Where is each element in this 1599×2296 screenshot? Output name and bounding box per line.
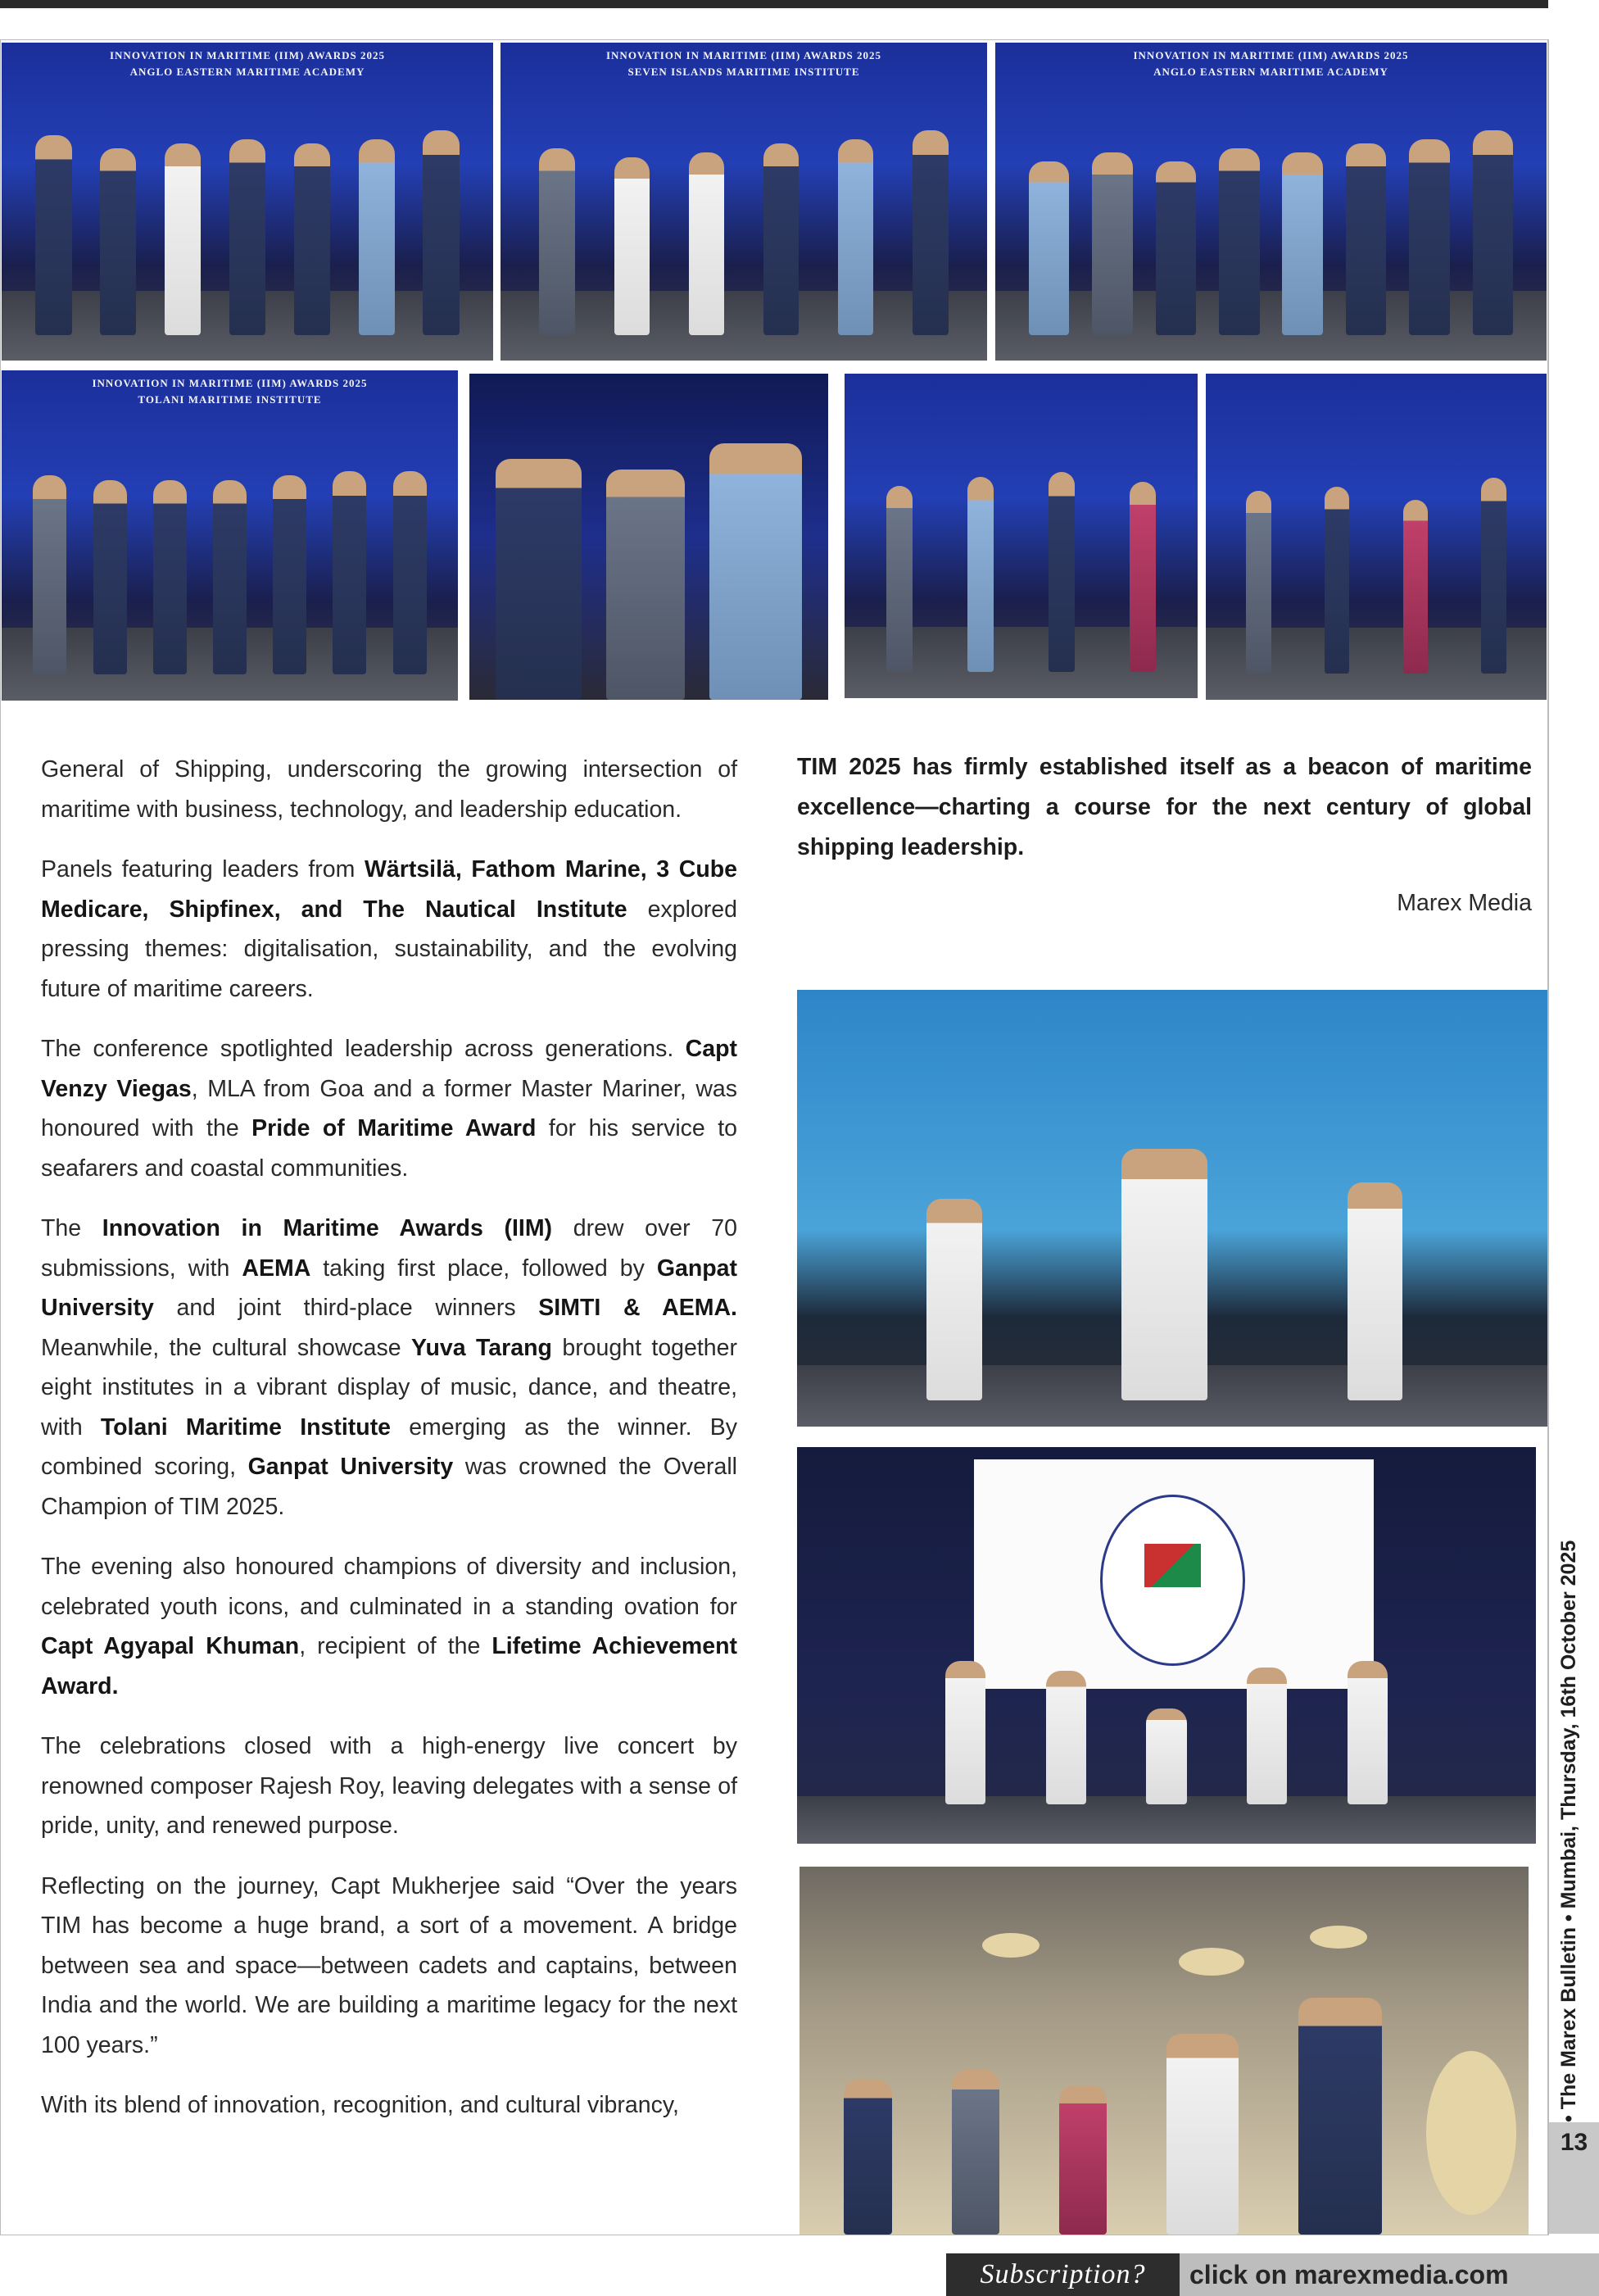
- award-photo-lady-guest: [845, 374, 1198, 698]
- subscription-label: Subscription?: [946, 2253, 1180, 2296]
- award-photo-trophy-presentation: [469, 374, 828, 700]
- photo-banner-title: INNOVATION IN MARITIME (IIM) AWARDS 2025: [109, 49, 386, 61]
- audience-photo: [800, 1867, 1529, 2235]
- article-paragraph: General of Shipping, underscoring the growing intersection of maritime with business, technology, and leadership education.: [41, 756, 737, 823]
- top-rule: [0, 0, 1548, 8]
- article-paragraph: The conference spotlighted leadership across generations. Capt Venzy Viegas, MLA from Goa and a former Master Mariner, was honoured with the Pride of Maritime Award for his service to seafarers and coastal communities.: [41, 1036, 738, 1182]
- article-paragraph: The evening also honoured champions of diversity and inclusion, celebrated youth icons, and culminated in a standing ovation for Capt Agyapal Khuman, recipient of the Lifetime Achievement Award.: [41, 1554, 738, 1699]
- live-concert-photo: [797, 1447, 1536, 1844]
- award-photo-anglo-eastern-1: [2, 43, 493, 361]
- photo-banner-title: INNOVATION IN MARITIME (IIM) AWARDS 2025: [605, 49, 882, 61]
- byline: Marex Media: [1397, 890, 1532, 916]
- award-photo-group-pink-saree: [1206, 374, 1547, 700]
- subscription-link[interactable]: click on marexmedia.com: [1180, 2253, 1599, 2296]
- photo-banner-subtitle: TOLANI MARITIME INSTITUTE: [138, 393, 322, 406]
- photo-banner-title: INNOVATION IN MARITIME (IIM) AWARDS 2025: [92, 377, 368, 389]
- article-paragraph: The celebrations closed with a high-energy live concert by renowned composer Rajesh Roy, leaving delegates with a sense of pride, unity, and renewed purpose.: [41, 1733, 737, 1839]
- photo-banner-subtitle: ANGLO EASTERN MARITIME ACADEMY: [1153, 66, 1388, 78]
- article-paragraph: Panels featuring leaders from Wärtsilä, Fathom Marine, 3 Cube Medicare, Shipfinex, and The Nautical Institute explored pressing themes: digitalisation, sustainability, and the evolving future of maritime careers.: [41, 856, 738, 1002]
- page-number-box: [1549, 2122, 1599, 2234]
- article-body: [41, 750, 737, 2146]
- institute-logo-icon: [1100, 1495, 1245, 1666]
- article-paragraph: The Innovation in Maritime Awards (IIM) drew over 70 submissions, with AEMA taking first place, followed by Ganpat University and joint third-place winners SIMTI & AEMA. Meanwhile, the cultural showcase Yuva Tarang brought together eight institutes in a vibrant display of music, dance, and theatre, with Tolani Maritime Institute emerging as the winner. By combined scoring, Ganpat University was crowned the Overall Champion of TIM 2025.: [41, 1215, 737, 1520]
- closing-statement: TIM 2025 has firmly established itself as a beacon of maritime excellence—charting a course for the next century of global shipping leadership.: [797, 754, 1532, 860]
- award-photo-anglo-eastern-2: [995, 43, 1547, 361]
- page-frame-left: [0, 39, 1, 2235]
- award-photo-seven-islands: [501, 43, 987, 361]
- photo-banner-subtitle: ANGLO EASTERN MARITIME ACADEMY: [129, 66, 365, 78]
- photo-banner-subtitle: SEVEN ISLANDS MARITIME INSTITUTE: [627, 66, 860, 78]
- photo-banner-title: INNOVATION IN MARITIME (IIM) AWARDS 2025: [1133, 49, 1409, 61]
- page-frame-top: [0, 39, 1549, 40]
- article-paragraph: With its blend of innovation, recognition, and cultural vibrancy,: [41, 2092, 679, 2118]
- publication-line: • The Marex Bulletin • Mumbai, Thursday, 16th October 2025: [1557, 1540, 1580, 2122]
- page-number: 13: [1560, 2129, 1588, 2156]
- dance-performance-photo: [797, 990, 1547, 1427]
- award-photo-tolani: [2, 370, 458, 701]
- article-paragraph: Reflecting on the journey, Capt Mukherjee said “Over the years TIM has become a huge brand, a sort of a movement. A bridge between sea and space—between cadets and captains, between India and the world. We are building a maritime legacy for the next 100 years.”: [41, 1872, 737, 2058]
